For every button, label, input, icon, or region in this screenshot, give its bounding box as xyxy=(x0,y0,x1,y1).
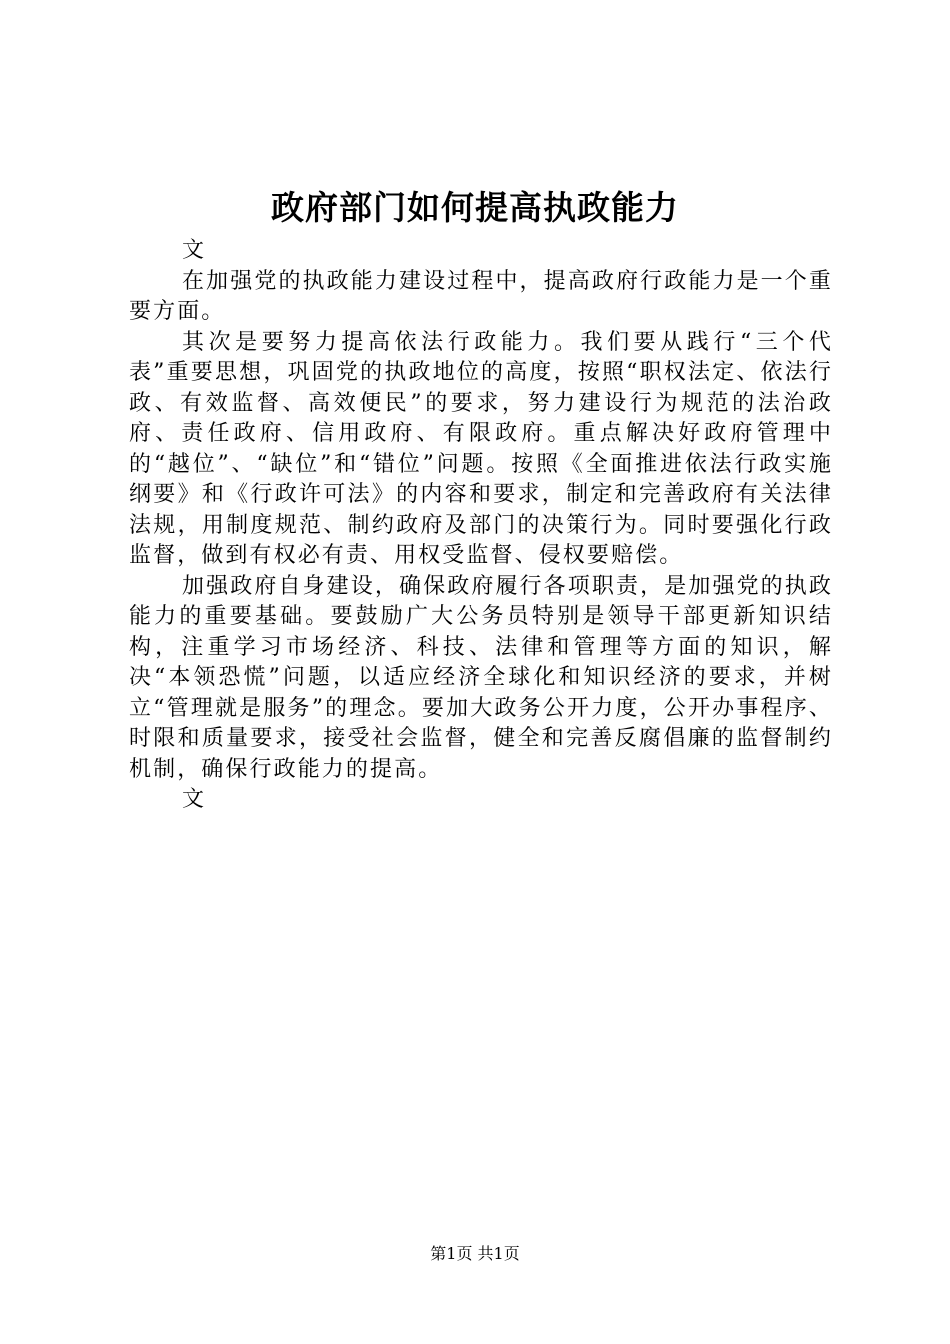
paragraph-closing: 文 xyxy=(182,787,207,812)
page-footer: 第1页 共1页 xyxy=(430,1244,520,1263)
paragraph-rule-of-law: 其次是要努力提高依法行政能力。我们要从践行“三个代表”重要思想，巩固党的执政地位的高度，按照“职权法定、依法行政、有效监督、高效便民”的要求，努力建设行为规范的法治政府、责任政府、信用政府、有限政府。重点解决好政府管理中的“越位”、“缺位”和“错位”问题。按照《全面推进依法行政实施纲要》和《行政许可法》的内容和要求，制定和完善政府有关法律法规，用制度规范、制约政府及部门的决策行为。同时要强化行政监督，做到有权必有责、用权受监督、侵权要赔偿。 xyxy=(129,329,833,568)
document-title: 政府部门如何提高执政能力 xyxy=(271,188,679,227)
document-body xyxy=(129,236,833,816)
paragraph-self-construction: 加强政府自身建设，确保政府履行各项职责，是加强党的执政能力的重要基础。要鼓励广大公务员特别是领导干部更新知识结构，注重学习市场经济、科技、法律和管理等方面的知识，解决“本领恐慌”问题，以适应经济全球化和知识经济的要求，并树立“管理就是服务”的理念。要加大政务公开力度，公开办事程序、时限和质量要求，接受社会监督，健全和完善反腐倡廉的监督制约机制，确保行政能力的提高。 xyxy=(129,573,833,782)
paragraph-author: 文 xyxy=(182,238,207,263)
paragraph-intro: 在加强党的执政能力建设过程中，提高政府行政能力是一个重要方面。 xyxy=(129,268,833,324)
